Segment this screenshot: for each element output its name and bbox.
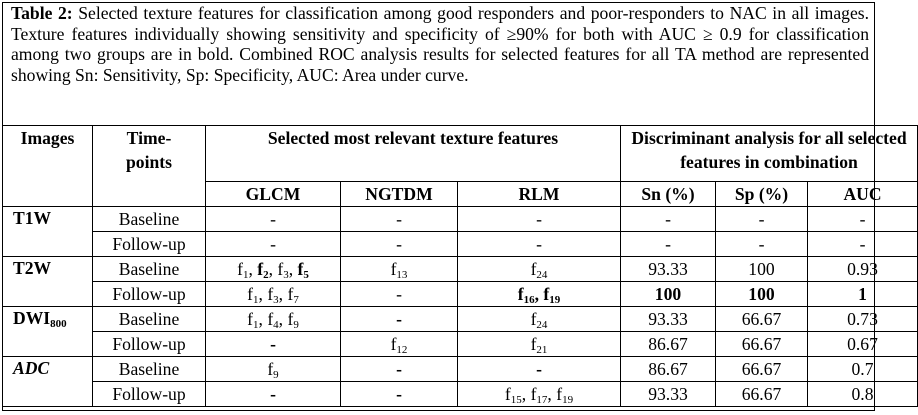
auc-cell: - <box>808 232 918 257</box>
sn-cell: 93.33 <box>621 307 716 332</box>
feature-index: 1 <box>242 268 249 281</box>
rlm-cell: - <box>458 232 621 257</box>
header-auc: AUC <box>808 182 918 207</box>
glcm-cell: - <box>206 207 341 232</box>
feature-index: 15 <box>510 393 522 406</box>
feature-index: 9 <box>273 368 279 381</box>
glcm-cell: $f_1$, $f_2$, $f_3$, $f_5$ <box>206 257 341 282</box>
feature-index: 19 <box>549 293 561 306</box>
image-label-text: DWI <box>13 308 51 328</box>
sp-cell: - <box>716 207 808 232</box>
table-row <box>3 232 918 257</box>
feature-index: 3 <box>283 268 289 281</box>
auc-cell: 0.93 <box>808 257 918 282</box>
ngtdm-cell: - <box>341 282 458 307</box>
header-timepoints-text: Time-points <box>126 128 172 172</box>
rlm-cell: $f_{24}$ <box>458 257 621 282</box>
auc-cell: 1 <box>808 282 918 307</box>
timepoint-cell: Baseline <box>93 307 206 332</box>
ngtdm-cell: - <box>341 357 458 382</box>
feature-index: 7 <box>293 293 299 306</box>
ngtdm-cell: - <box>341 382 458 407</box>
rlm-cell: - <box>458 207 621 232</box>
feature-index: 12 <box>396 343 408 356</box>
timepoint-cell: Baseline <box>93 357 206 382</box>
header-images: Images <box>3 126 93 207</box>
glcm-cell: $f_1$, $f_3$, $f_7$ <box>206 282 341 307</box>
rlm-cell: $f_{21}$ <box>458 332 621 357</box>
feature-index: 13 <box>396 268 408 281</box>
sn-cell: 93.33 <box>621 382 716 407</box>
header-rlm: RLM <box>458 182 621 207</box>
table-row <box>3 332 918 357</box>
feature-index: 9 <box>293 318 299 331</box>
texture-features-table <box>2 125 918 407</box>
sp-cell: 66.67 <box>716 382 808 407</box>
table-row <box>3 282 918 307</box>
feature-index: 24 <box>536 318 548 331</box>
feature-index: 24 <box>536 268 548 281</box>
rlm-cell: $f_{16}$, $f_{19}$ <box>458 282 621 307</box>
rlm-cell: - <box>458 357 621 382</box>
auc-cell: 0.73 <box>808 307 918 332</box>
feature-index: 17 <box>536 393 548 406</box>
bold-feature: $f_2$ <box>257 258 269 281</box>
feature-index: 16 <box>523 293 535 306</box>
sn-cell: 93.33 <box>621 257 716 282</box>
auc-cell: 0.8 <box>808 382 918 407</box>
table-caption <box>11 3 869 85</box>
bold-feature: $f_5$ <box>297 258 309 281</box>
image-label-dwi800 <box>3 307 93 357</box>
table-row <box>3 207 918 232</box>
feature-index: 21 <box>536 343 548 356</box>
image-label-t1w: T1W <box>3 207 93 257</box>
sn-cell: - <box>621 207 716 232</box>
feature-index: 1 <box>253 293 259 306</box>
auc-cell: 0.7 <box>808 357 918 382</box>
table-row <box>3 307 918 332</box>
feature-index: 1 <box>253 318 259 331</box>
header-sp: Sp (%) <box>716 182 808 207</box>
sp-cell: 66.67 <box>716 307 808 332</box>
timepoint-cell: Baseline <box>93 257 206 282</box>
glcm-cell: $f_9$ <box>206 357 341 382</box>
rlm-cell: $f_{15}$, $f_{17}$, $f_{19}$ <box>458 382 621 407</box>
glcm-cell: - <box>206 382 341 407</box>
sn-cell: - <box>621 232 716 257</box>
sp-cell: 66.67 <box>716 357 808 382</box>
header-texture-features: Selected most relevant texture features <box>206 126 621 182</box>
ngtdm-cell: $f_{12}$ <box>341 332 458 357</box>
ngtdm-cell: $f_{13}$ <box>341 257 458 282</box>
ngtdm-cell: - <box>341 207 458 232</box>
sn-cell: 100 <box>621 282 716 307</box>
ngtdm-cell: - <box>341 307 458 332</box>
table-row <box>3 382 918 407</box>
feature-index: 4 <box>273 318 279 331</box>
header-timepoints <box>93 126 206 207</box>
timepoint-cell: Follow-up <box>93 232 206 257</box>
table-row <box>3 257 918 282</box>
glcm-cell: - <box>206 232 341 257</box>
timepoint-cell: Follow-up <box>93 382 206 407</box>
header-discriminant: Discriminant analysis for all selected features in combination <box>621 126 918 182</box>
header-ngtdm: NGTDM <box>341 182 458 207</box>
sp-cell: 100 <box>716 257 808 282</box>
image-label-adc: ADC <box>3 357 93 407</box>
ngtdm-cell: - <box>341 232 458 257</box>
sp-cell: - <box>716 232 808 257</box>
header-row-1 <box>3 126 918 182</box>
caption-text: Selected texture features for classification among good responders and poor-responders to NAC in all images. Texture features individually showing sensitivity and specificity of ≥90% for both with AUC ≥ 0.9 for classification among two groups are in bold. Combined ROC analysis results for selected features for all TA method are represented showing Sn: Sensitivity, Sp: Specificity, AUC: Area under curve. <box>11 3 870 85</box>
image-label-sub: 800 <box>50 318 67 330</box>
image-label-t2w: T2W <box>3 257 93 307</box>
auc-cell: - <box>808 207 918 232</box>
rlm-cell: $f_{24}$ <box>458 307 621 332</box>
timepoint-cell: Follow-up <box>93 282 206 307</box>
caption-label: Table 2: <box>11 3 73 23</box>
glcm-cell: $f_1$, $f_4$, $f_9$ <box>206 307 341 332</box>
timepoint-cell: Baseline <box>93 207 206 232</box>
glcm-cell: - <box>206 332 341 357</box>
feature-index: 19 <box>562 393 574 406</box>
header-sn: Sn (%) <box>621 182 716 207</box>
table-row <box>3 357 918 382</box>
sp-cell: 66.67 <box>716 332 808 357</box>
sn-cell: 86.67 <box>621 332 716 357</box>
timepoint-cell: Follow-up <box>93 332 206 357</box>
sn-cell: 86.67 <box>621 357 716 382</box>
sp-cell: 100 <box>716 282 808 307</box>
auc-cell: 0.67 <box>808 332 918 357</box>
header-glcm: GLCM <box>206 182 341 207</box>
feature-index: 3 <box>273 293 279 306</box>
